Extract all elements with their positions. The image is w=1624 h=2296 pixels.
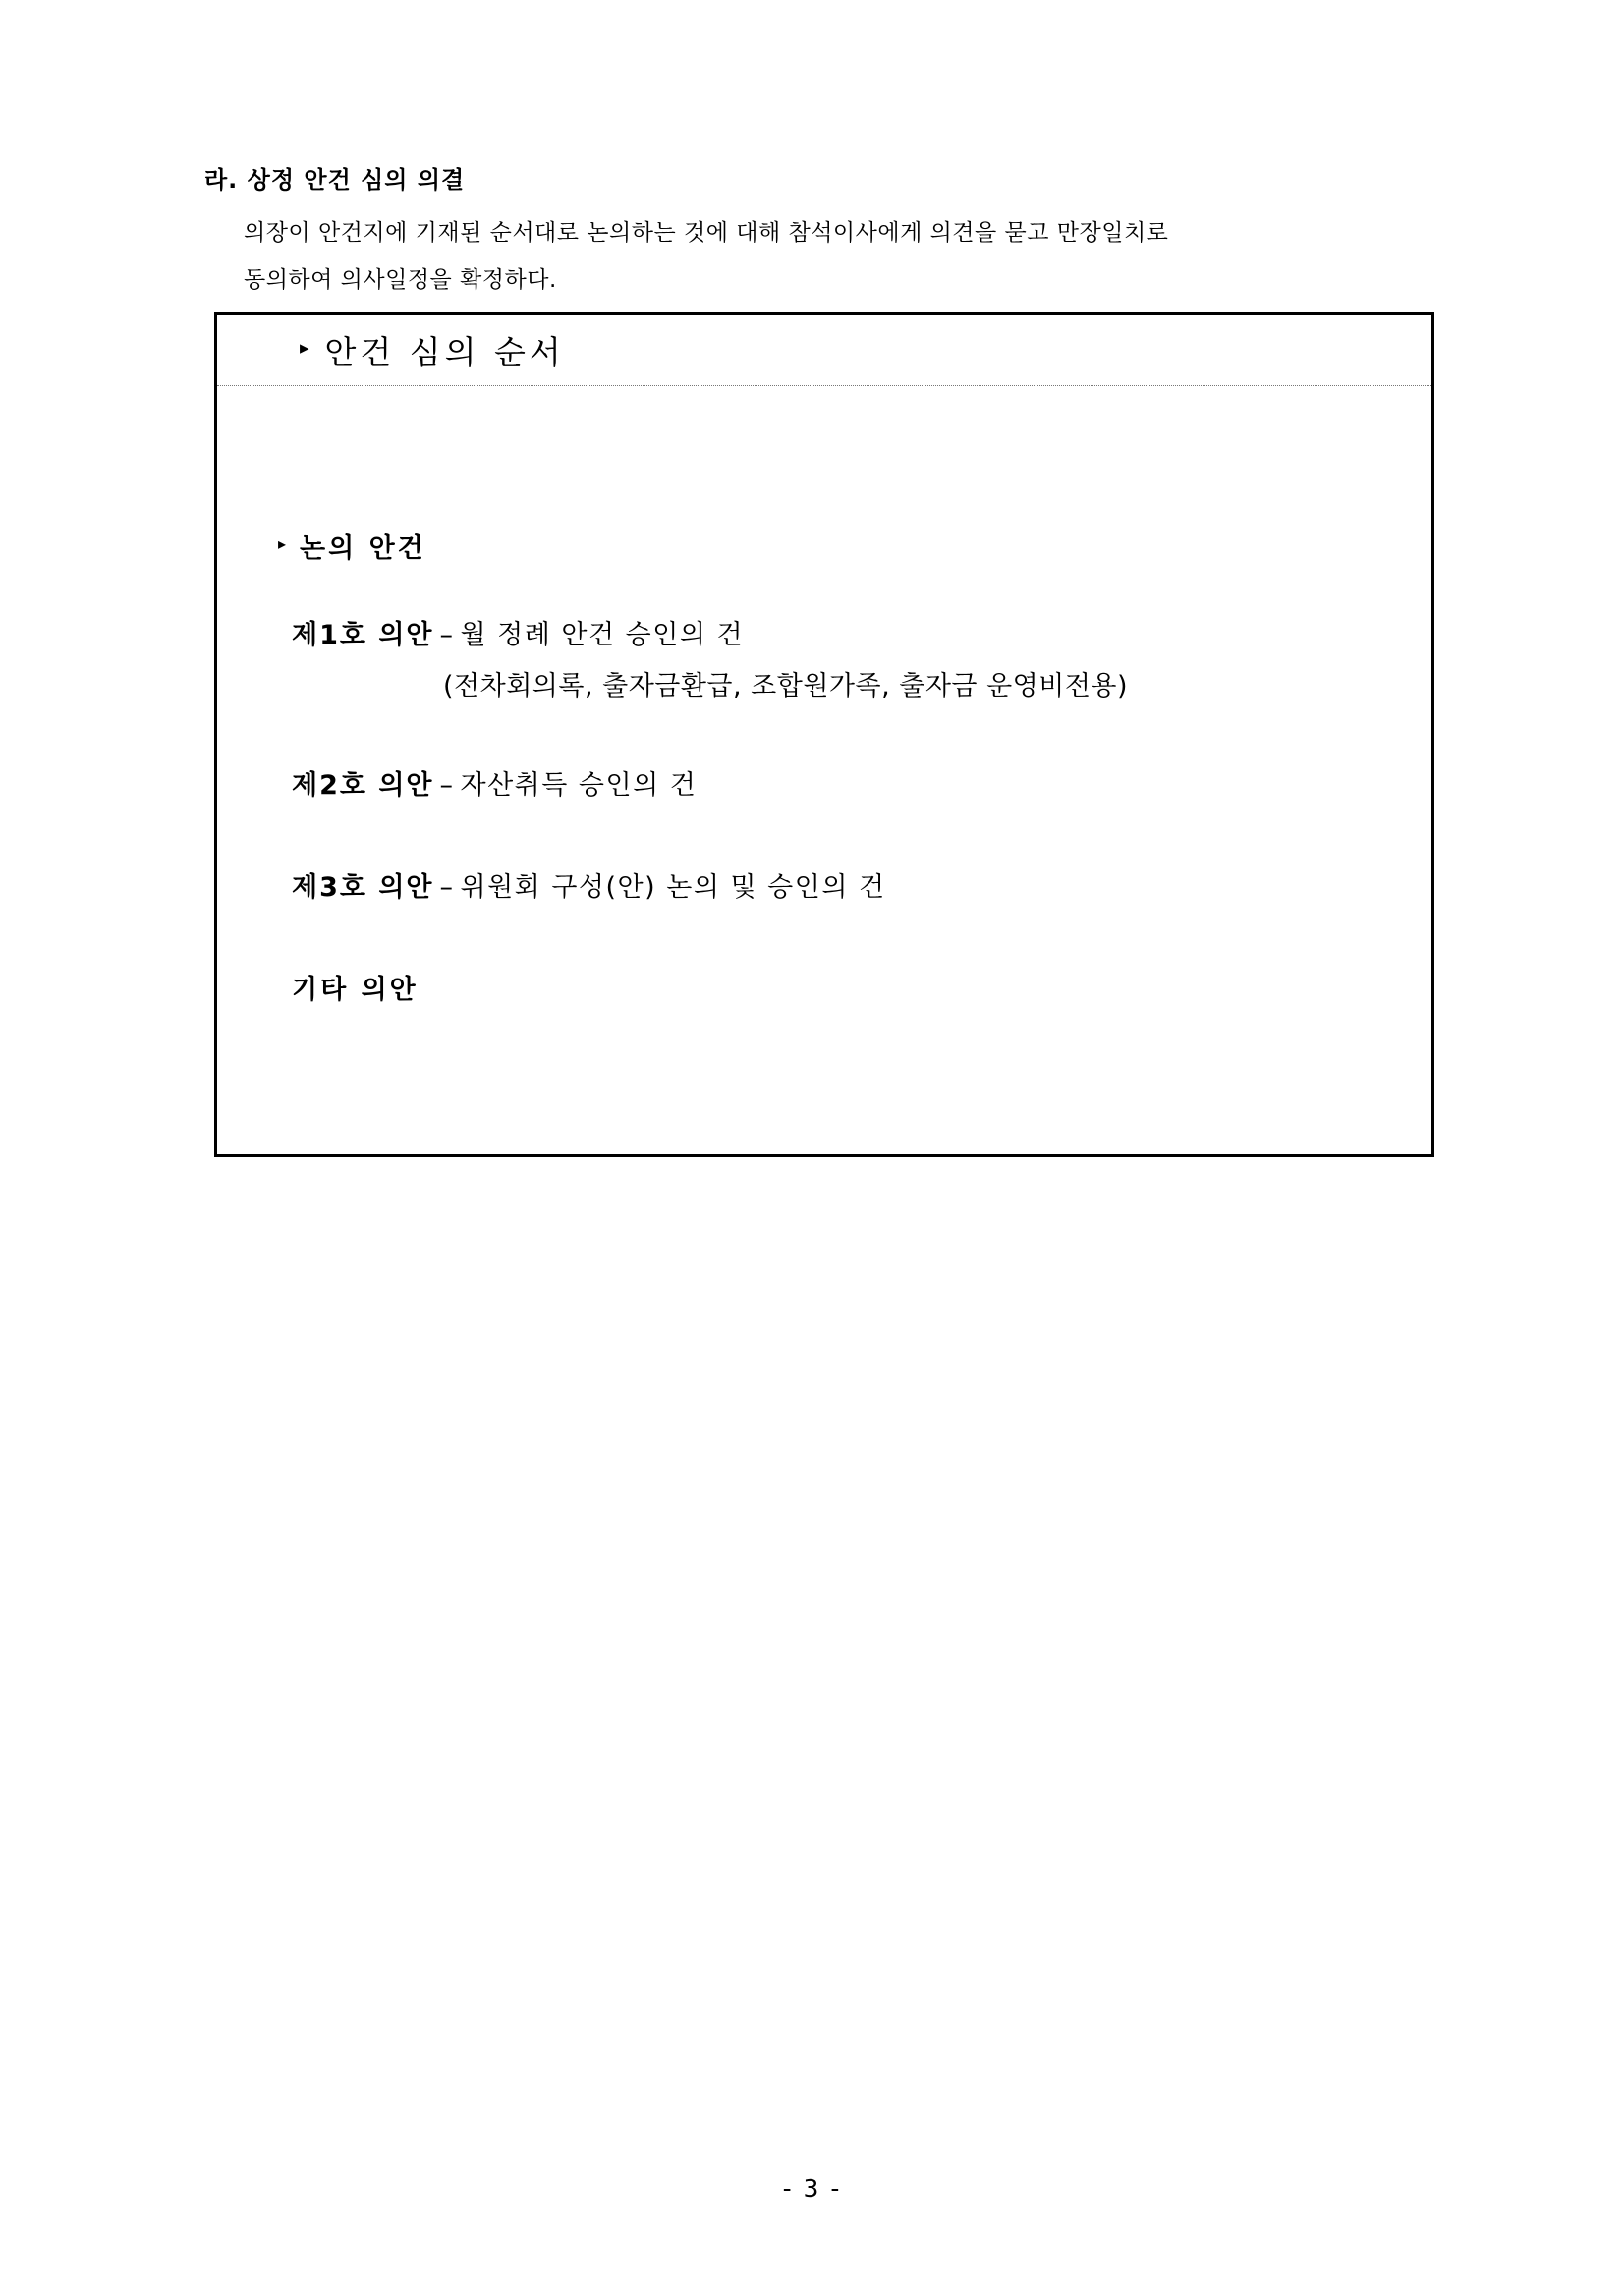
agenda-item-2: [292, 763, 697, 802]
intro-line-2: 동의하여 의사일정을 확정하다.: [244, 267, 557, 293]
agenda-item-3: [292, 866, 886, 904]
intro-paragraph: [244, 209, 1452, 304]
agenda-item-2-text: 자산취득 승인의 건: [460, 770, 698, 801]
agenda-box-title: [217, 315, 1431, 386]
discussion-heading: [278, 527, 426, 565]
agenda-box: [214, 312, 1434, 1157]
agenda-item-1: [292, 613, 744, 651]
agenda-item-other: 기타 의안: [292, 975, 419, 1005]
page-number: - 3 -: [782, 2174, 842, 2203]
triangle-right-icon: ▸: [300, 337, 309, 359]
discussion-heading-text: 논의 안건: [300, 533, 426, 564]
agenda-item-3-text: 위원회 구성(안) 논의 및 승인의 건: [460, 872, 886, 903]
agenda-item-1-text: 월 정례 안건 승인의 건: [460, 620, 745, 650]
agenda-item-2-number: 제2호 의안: [292, 770, 434, 801]
agenda-item-3-number: 제3호 의안: [292, 872, 434, 903]
intro-line-1: 의장이 안건지에 기재된 순서대로 논의하는 것에 대해 참석이사에게 의견을 묻고 만장일치로: [244, 220, 1169, 246]
agenda-box-title-text: 안건 심의 순서: [324, 333, 565, 371]
agenda-item-3-dash: –: [439, 872, 455, 903]
agenda-item-1-number: 제1호 의안: [292, 620, 434, 650]
triangle-right-icon: ▸: [278, 534, 287, 553]
agenda-item-1-subtext: (전차회의록, 출자금환급, 조합원가족, 출자금 운영비전용): [443, 671, 1129, 701]
agenda-item-1-dash: –: [439, 620, 455, 650]
agenda-item-2-dash: –: [439, 770, 455, 801]
section-heading: 라. 상정 안건 심의 의결: [204, 166, 466, 194]
